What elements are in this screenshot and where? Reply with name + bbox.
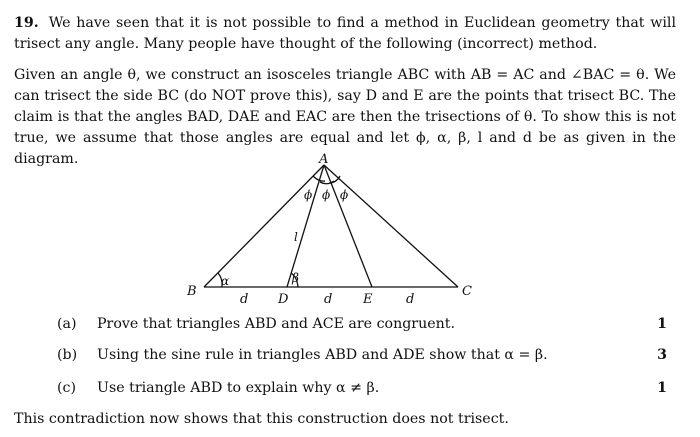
part-a-text: Prove that triangles ABD and ACE are congruent. [97,316,455,332]
angle-label-phi-3: ϕ [340,188,349,202]
question-body: Given an angle θ, we construct an isosceles triangle ABC with AB = AC and ∠BAC = θ. We can trisect the side BC (do NOT prove this), say D and E are the points that trisect BC. The claim is that the angles BAD, DAE and EAC are then the trisections of θ. To show this is not true, we assume that those angles are equal and let ϕ, α, β, l and d be as given in the diagram. [14,67,676,167]
segment-label-l: l [294,230,298,244]
angle-arc-bad [313,176,325,181]
vertex-label-c: C [462,284,472,299]
part-b-marks: 3 [657,347,667,363]
part-b-text: Using the sine rule in triangles ABD and ADE show that α = β. [97,347,548,363]
angle-label-alpha: α [221,274,230,288]
question-number: 19. [14,15,39,31]
part-c-marks: 1 [657,380,667,396]
part-c-label: (c) [57,380,77,396]
side-ac [324,165,458,287]
vertex-label-b: B [187,284,197,299]
part-a-label: (a) [57,316,77,332]
vertex-label-e: E [363,292,373,307]
part-a-marks: 1 [657,316,667,332]
segment-label-d-2: d [324,292,333,307]
angle-label-phi-2: ϕ [322,188,331,202]
closing-statement: This contradiction now shows that this construction does not trisect. [14,411,509,427]
part-b [0,344,700,366]
vertex-label-d: D [278,292,289,307]
part-c [0,377,700,399]
segment-label-d-1: d [240,292,249,307]
diagram-lines [204,165,458,287]
question-intro-text: We have seen that it is not possible to find a method in Euclidean geometry that will trisect any angle. Many people have thought of the following (incorrect) method. [14,15,676,52]
segment-label-d-3: d [406,292,415,307]
angle-label-beta: β [292,271,299,285]
part-a [0,313,700,335]
angle-label-phi-1: ϕ [304,188,313,202]
part-b-label: (b) [57,347,78,363]
vertex-label-a: A [319,152,329,167]
part-c-text: Use triangle ABD to explain why α ≠ β. [97,380,380,396]
